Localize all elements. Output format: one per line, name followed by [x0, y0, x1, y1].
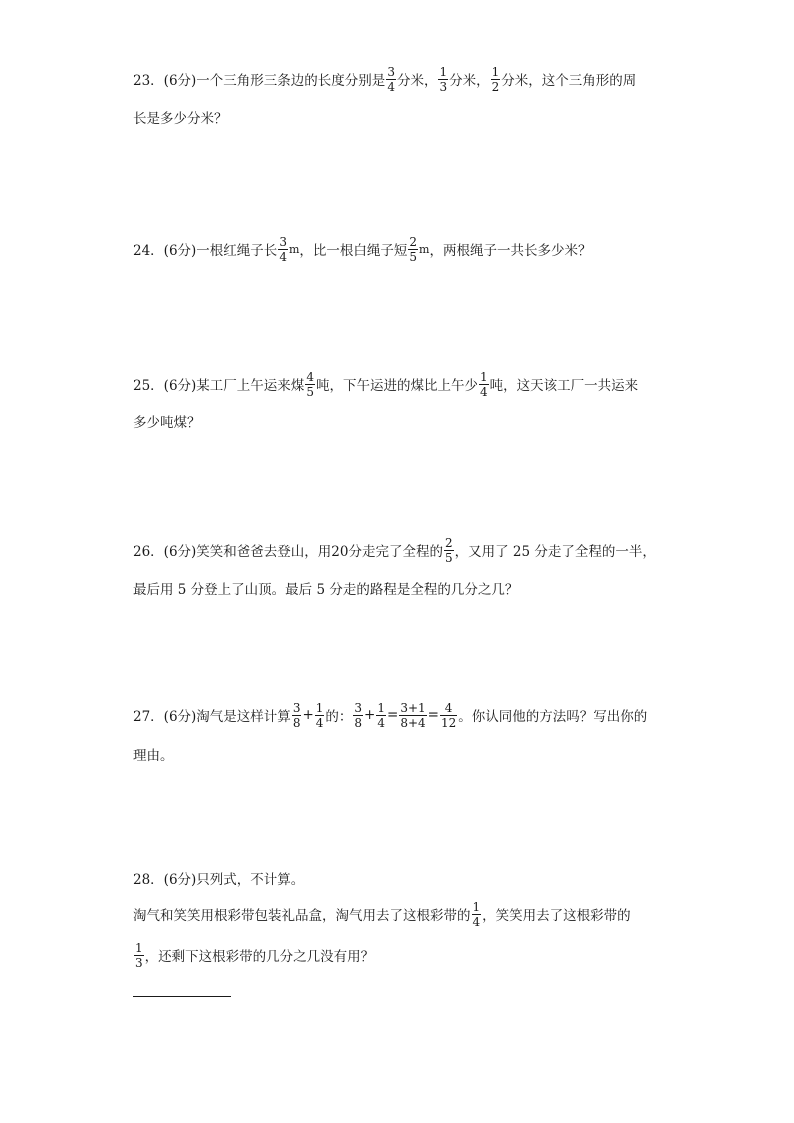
question-27-line-2: 理由。 [133, 748, 174, 764]
question-24-text: 24．(6分)一根红绳子长 [133, 243, 278, 259]
fraction-3-4: $\frac{3}{4}$ [279, 234, 287, 264]
question-23-line-2: 长是多少分米？ [133, 111, 228, 127]
question-26-line-2: 最后用 5 分登上了山顶。最后 5 分走的路程是全程的几分之几？ [133, 582, 519, 598]
question-26-text: 26．(6分)笑笑和爸爸去登山，用20分走完了全程的 [133, 544, 443, 560]
question-28-text: 28．(6分)只列式，不计算。 [133, 872, 305, 888]
question-25-text: 25．(6分)某工厂上午运来煤 [133, 378, 305, 394]
question-23-text: 23．(6分)一个三角形三条边的长度分别是 [133, 73, 386, 89]
fraction-3-8: $\frac{3}{8}$ [354, 700, 363, 730]
fraction-4-12: $\frac{4}{12}$ [440, 700, 457, 730]
footnote-divider [133, 996, 231, 997]
question-24-line-1: 24．(6分)一根红绳子长 $\frac{3}{4}$ m ，比一根白绳子短 $\frac{2}{5}$ m ，两根绳子一共长多少米？ [133, 234, 592, 264]
question-23-text-3: 分米， [449, 73, 490, 89]
question-25-line-1: 25．(6分)某工厂上午运来煤 $\frac{4}{5}$ 吨，下午运进的煤比上午少 $\frac{1}{4}$ 吨，这天该工厂一共运来 [133, 369, 639, 399]
fraction-1-4: $\frac{1}{4}$ [472, 899, 481, 929]
fraction-1-4: $\frac{1}{4}$ [377, 700, 385, 730]
fraction-3-8: $\frac{3}{8}$ [292, 700, 301, 730]
fraction-1-2: $\frac{1}{2}$ [491, 64, 500, 94]
plus-sign: + [302, 707, 314, 723]
question-25-line-2: 多少吨煤？ [133, 415, 201, 431]
question-23-line-1 [133, 64, 636, 94]
unit-m: m [419, 242, 430, 256]
plus-sign: + [364, 707, 376, 723]
question-23-text-2: 分米， [396, 73, 438, 89]
fraction-2-5: $\frac{2}{5}$ [444, 535, 453, 565]
fraction-1-3: $\frac{1}{3}$ [135, 940, 143, 970]
question-28-line-3: $\frac{1}{3}$ ，还剩下这根彩带的几分之几没有用？ [135, 940, 375, 970]
fraction-1-4: $\frac{1}{4}$ [479, 369, 488, 399]
unit-m: m [288, 242, 300, 256]
fraction-1-3: $\frac{1}{3}$ [439, 64, 448, 94]
fraction-1-4: $\frac{1}{4}$ [315, 700, 324, 730]
question-27-line-1: 27．(6分)淘气是这样计算 $\frac{3}{8}$ + $\frac{1}{4}$ 的： $\frac{3}{8}$ + $\frac{1}{4}$ = $\frac{3+1}{8+4}$ = $\frac{4}{12}$ 。你认同他的方法吗？写出你的 [133, 700, 648, 730]
fraction-3-4: $\frac{3}{4}$ [387, 64, 395, 94]
fraction-2-5: $\frac{2}{5}$ [409, 234, 418, 264]
fraction-sum: $\frac{3+1}{8+4}$ [400, 700, 426, 730]
equals-sign: = [387, 707, 399, 723]
question-28-line-1 [133, 863, 304, 893]
question-26-line-1: 26．(6分)笑笑和爸爸去登山，用20分走完了全程的 $\frac{2}{5}$ ，又用了 25 分走了全程的一半， [133, 535, 656, 565]
question-23-text-4: 分米，这个三角形的周 [501, 73, 637, 89]
equals-sign: = [427, 707, 439, 723]
question-27-text: 27．(6分)淘气是这样计算 [133, 709, 291, 725]
fraction-4-5: $\frac{4}{5}$ [306, 369, 314, 399]
question-28-line-2: 淘气和笑笑用根彩带包装礼品盒，淘气用去了这根彩带的 $\frac{1}{4}$ ，笑笑用去了这根彩带的 [133, 899, 631, 929]
